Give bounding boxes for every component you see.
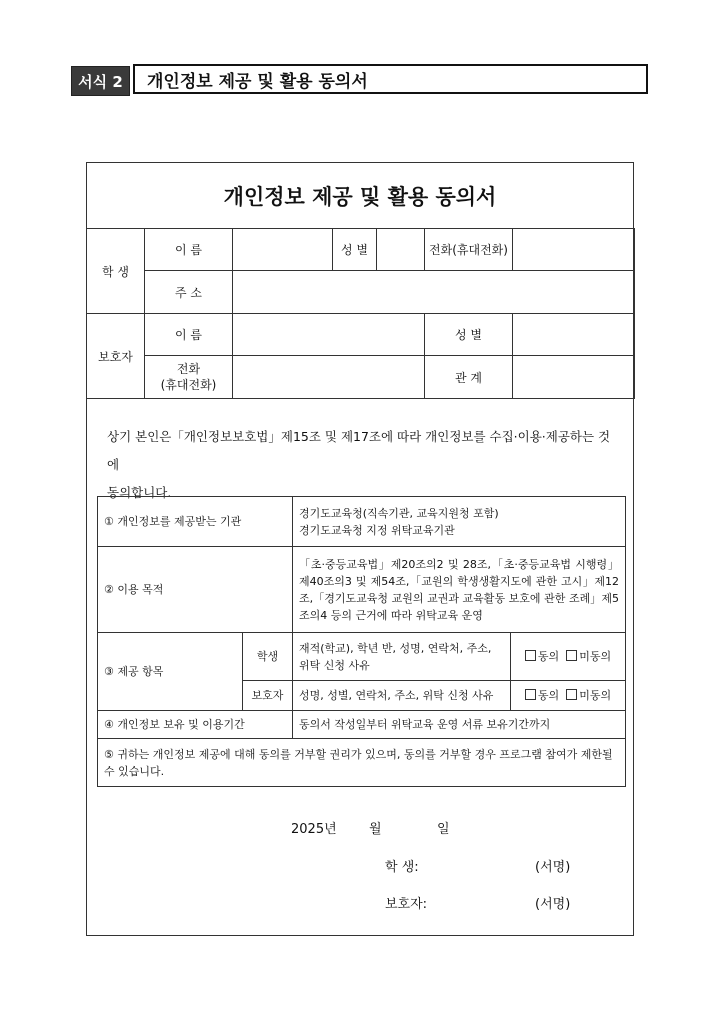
student-signature-label: 학 생:: [385, 860, 419, 875]
items-guardian-text: 성명, 성별, 연락처, 주소, 위탁 신청 사유: [293, 681, 511, 711]
guardian-signature-label: 보호자:: [385, 897, 428, 912]
consent-details-table: [97, 496, 626, 787]
date-month: 월: [369, 822, 382, 837]
guardian-phone-label-line1: 전화: [176, 362, 201, 376]
student-name-label: 이 름: [145, 229, 233, 271]
consent-form: [86, 162, 634, 936]
items-student-text: 재적(학교), 학년 반, 성명, 연락처, 주소, 위탁 신청 사유: [293, 633, 511, 681]
guardian-phone-label: [145, 356, 233, 399]
student-consent-options: [511, 633, 626, 681]
guardian-agree-checkbox[interactable]: [525, 689, 536, 700]
retention-text: 동의서 작성일부터 위탁교육 운영 서류 보유기간까지: [293, 711, 626, 739]
student-address-field[interactable]: [233, 271, 635, 314]
student-disagree-label: 미동의: [579, 650, 612, 663]
guardian-relation-field[interactable]: [513, 356, 635, 399]
header-title: 개인정보 제공 및 활용 동의서: [133, 64, 648, 94]
recipient-line1: 경기도교육청(직속기관, 교육지원청 포함): [299, 506, 499, 520]
student-phone-field[interactable]: [513, 229, 635, 271]
intro-line2: 동의합니다.: [107, 485, 172, 500]
guardian-disagree-label: 미동의: [579, 689, 612, 702]
student-agree-label: 동의: [537, 650, 560, 663]
intro-line1: 상기 본인은「개인정보보호법」제15조 및 제17조에 따라 개인정보를 수집·이용·제공하는 것에: [107, 429, 611, 472]
items-label: ③ 제공 항목: [98, 633, 243, 711]
guardian-name-label: 이 름: [145, 314, 233, 356]
student-signature-mark[interactable]: (서명): [535, 860, 571, 875]
recipient-line2: 경기도교육청 지정 위탁교육기관: [299, 523, 455, 537]
items-guardian-label: 보호자: [243, 681, 293, 711]
guardian-gender-field[interactable]: [513, 314, 635, 356]
purpose-label: ② 이용 목적: [98, 547, 293, 633]
student-agree-checkbox[interactable]: [525, 650, 536, 661]
student-disagree-checkbox[interactable]: [566, 650, 577, 661]
document-title: 개인정보 제공 및 활용 동의서: [87, 163, 633, 229]
student-phone-label: 전화(휴대전화): [425, 229, 513, 271]
guardian-agree-label: 동의: [537, 689, 560, 702]
personal-info-table: [86, 228, 635, 399]
refusal-notice: ⑤ 귀하는 개인정보 제공에 대해 동의를 거부할 권리가 있으며, 동의를 거부할 경우 프로그램 참여가 제한될 수 있습니다.: [98, 739, 626, 787]
retention-label: ④ 개인정보 보유 및 이용기간: [98, 711, 293, 739]
guardian-gender-label: 성 별: [425, 314, 513, 356]
guardian-section-label: 보호자: [87, 314, 145, 399]
items-student-label: 학생: [243, 633, 293, 681]
student-section-label: 학 생: [87, 229, 145, 314]
consent-intro: [107, 423, 622, 507]
guardian-name-field[interactable]: [233, 314, 425, 356]
recipient-label: ① 개인정보를 제공받는 기관: [98, 497, 293, 547]
date-day: 일: [437, 822, 450, 837]
student-address-label: 주 소: [145, 271, 233, 314]
guardian-disagree-checkbox[interactable]: [566, 689, 577, 700]
guardian-relation-label: 관 계: [425, 356, 513, 399]
guardian-consent-options: [511, 681, 626, 711]
student-name-field[interactable]: [233, 229, 333, 271]
guardian-phone-label-line2: (휴대전화): [160, 378, 217, 392]
purpose-text: 「초·중등교육법」제20조의2 및 28조,「초·중등교육법 시행령」제40조의3 및 제54조,「교원의 학생생활지도에 관한 고시」제12조,「경기도교육청 교원의 교권과 교육활동 보호에 관한 조례」제5조의4 등의 근거에 따라 위탁교육 운영: [293, 547, 626, 633]
guardian-signature-mark[interactable]: (서명): [535, 897, 571, 912]
student-gender-field[interactable]: [377, 229, 425, 271]
guardian-phone-field[interactable]: [233, 356, 425, 399]
date-year: 2025년: [291, 822, 337, 837]
student-gender-label: 성 별: [333, 229, 377, 271]
form-number-badge: 서식 2: [71, 66, 130, 96]
